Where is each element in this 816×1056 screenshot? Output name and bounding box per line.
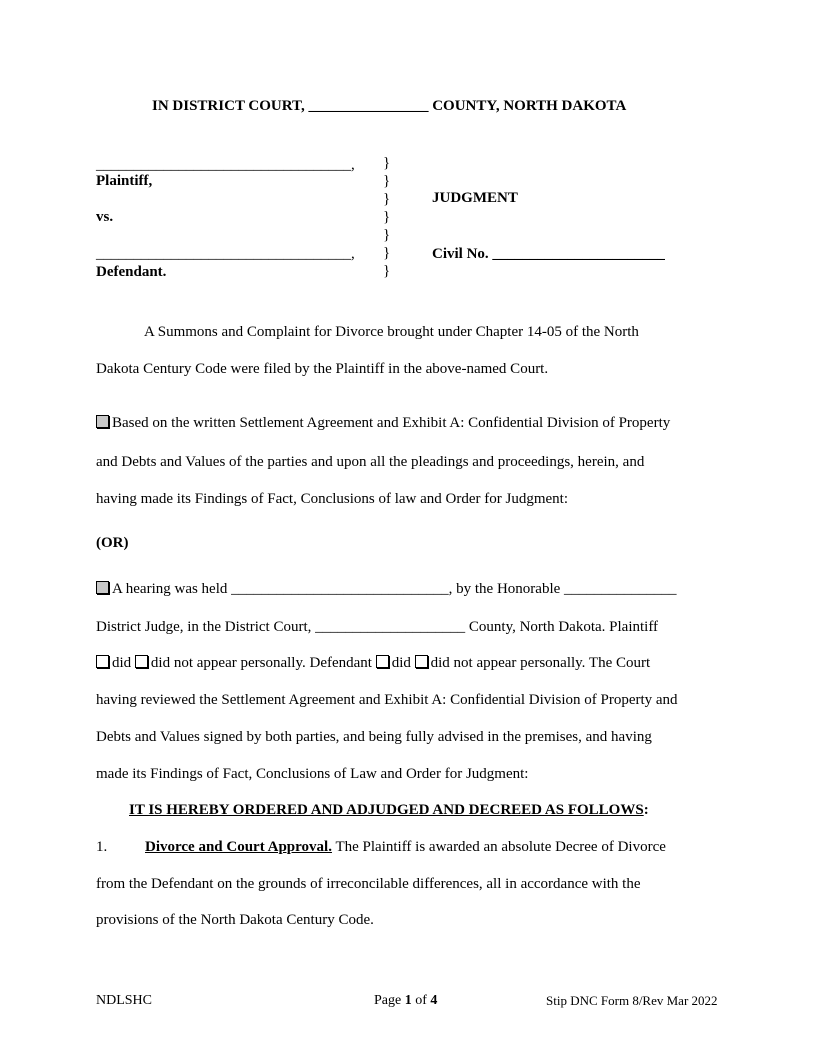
or-label: (OR) (96, 535, 129, 551)
footer-right: Stip DNC Form 8/Rev Mar 2022 (546, 993, 718, 1008)
plaintiff-line: __________________________________, (96, 157, 355, 173)
option-a-line-2: and Debts and Values of the parties and upon all the pleadings and proceedings, herein, and (96, 454, 645, 470)
order-heading-text: IT IS HEREBY ORDERED AND ADJUDGED AND DECREED AS FOLLOWS (129, 802, 644, 818)
brace: } (383, 227, 391, 243)
option-b-text-1: A hearing was held _____________________________, by the Honorable _______________ (112, 581, 677, 597)
page-of: of (415, 993, 427, 1008)
brace: } (383, 191, 391, 207)
section-1-line-2: from the Defendant on the grounds of irreconcilable differences, all in accordance with the (96, 876, 641, 892)
order-heading-colon: : (643, 802, 649, 818)
vs-label: vs. (96, 209, 114, 225)
court-suffix: COUNTY, NORTH DAKOTA (432, 98, 627, 114)
civil-no-label: Civil No. (432, 246, 489, 262)
footer-left: NDLSHC (96, 993, 153, 1008)
section-1-text-1: The Plaintiff is awarded an absolute Decree of Divorce (335, 839, 666, 855)
option-b-line-1 (96, 581, 677, 598)
intro-line-2: Dakota Century Code were filed by the Plaintiff in the above-named Court. (96, 361, 549, 377)
brace: } (383, 155, 391, 171)
defendant-did-text: did (391, 655, 411, 671)
defendant-did-not-checkbox[interactable] (415, 655, 428, 668)
court-header (152, 98, 626, 115)
section-1-line-1 (145, 839, 666, 856)
defendant-label: Defendant. (96, 264, 167, 280)
option-b-line-3 (96, 655, 650, 672)
civil-no-blank: _______________________ (492, 246, 665, 262)
plaintiff-did-not-checkbox[interactable] (135, 655, 148, 668)
defendant-did-checkbox[interactable] (376, 655, 389, 668)
plaintiff-did-text: did (112, 655, 132, 671)
footer-page-number (374, 993, 437, 1009)
option-b-checkbox[interactable] (96, 581, 109, 594)
brace: } (383, 263, 391, 279)
section-1-title: Divorce and Court Approval. (145, 839, 332, 855)
brace: } (383, 173, 391, 189)
civil-no (432, 246, 665, 263)
option-b-line-5: Debts and Values signed by both parties, and being fully advised in the premises, and having (96, 729, 652, 745)
option-b-line-6: made its Findings of Fact, Conclusions of Law and Order for Judgment: (96, 766, 529, 782)
section-1-number: 1. (96, 839, 108, 855)
defendant-line: __________________________________, (96, 246, 355, 262)
intro-line-1: A Summons and Complaint for Divorce brought under Chapter 14-05 of the North (144, 324, 639, 340)
plaintiff-label: Plaintiff, (96, 173, 153, 189)
brace: } (383, 245, 391, 261)
section-1-line-3: provisions of the North Dakota Century Code. (96, 912, 374, 928)
option-a-text-1: Based on the written Settlement Agreement and Exhibit A: Confidential Division of Property (112, 415, 671, 431)
page-current: 1 (404, 993, 412, 1008)
plaintiff-did-checkbox[interactable] (96, 655, 109, 668)
option-a-checkbox[interactable] (96, 415, 109, 428)
page-prefix: Page (374, 993, 402, 1008)
court-prefix: IN DISTRICT COURT, (152, 98, 305, 114)
option-b-line-2: District Judge, in the District Court, ____________________ County, North Dakota. Plaintiff (96, 619, 659, 635)
brace: } (383, 209, 391, 225)
option-a-line-1 (96, 415, 670, 432)
plaintiff-did-not-text: did not appear personally. Defendant (150, 655, 372, 671)
option-a-line-3: having made its Findings of Fact, Conclusions of law and Order for Judgment: (96, 491, 569, 507)
order-heading (129, 802, 649, 819)
defendant-did-not-text: did not appear personally. The Court (430, 655, 651, 671)
option-b-line-4: having reviewed the Settlement Agreement and Exhibit A: Confidential Division of Property and (96, 692, 678, 708)
judgment-title: JUDGMENT (432, 190, 518, 206)
county-blank: ________________ (308, 98, 429, 114)
page-total: 4 (430, 993, 438, 1008)
